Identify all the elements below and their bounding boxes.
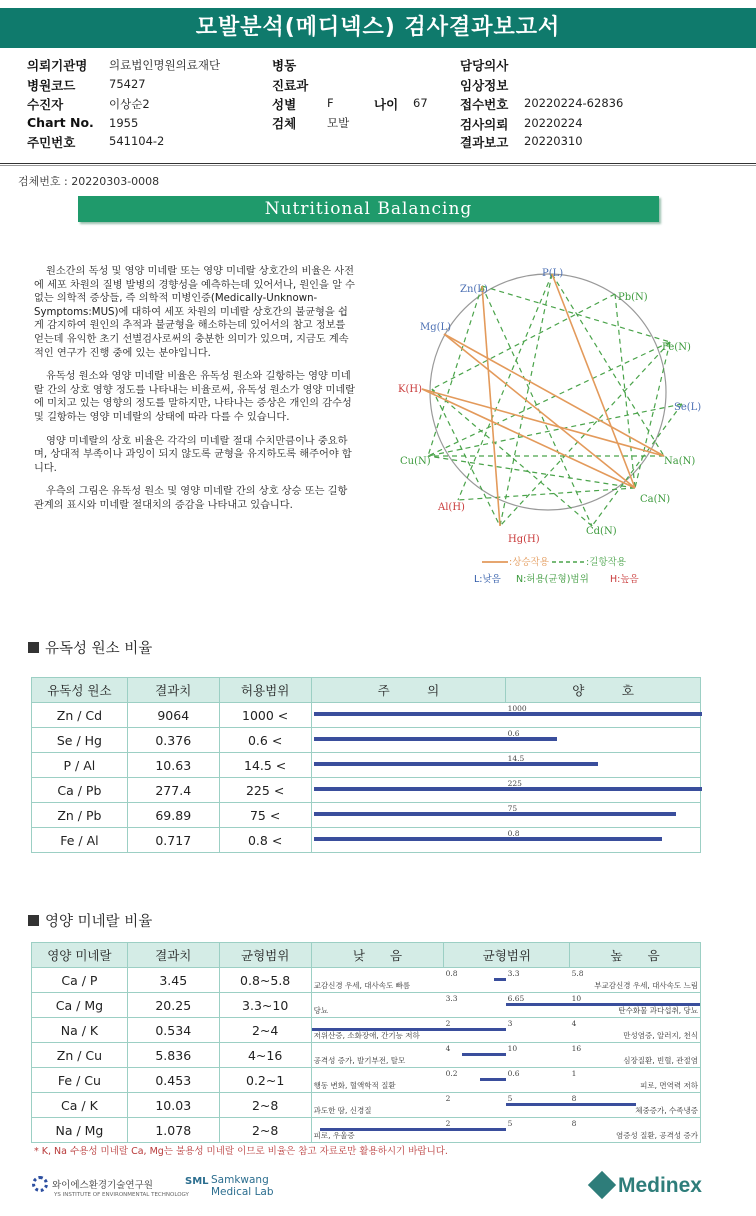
range-mark: 10 [571,994,582,1003]
column-header: 낮 음 [311,943,444,968]
node-label: Zn(L) [460,284,488,295]
ratio-cell: Fe / Al [32,828,128,853]
patient-value: 이상순2 [109,97,150,111]
column-header: 허용범위 [219,678,311,703]
table-row [32,1018,701,1043]
code-label: 병원코드 [27,78,76,93]
table-row [32,1068,701,1093]
description [34,265,356,523]
ratio-cell: P / Al [32,753,128,778]
low-symptom-text: 저위산증, 소화장애, 간기능 저하 [313,1031,420,1040]
institution-label: 의뢰기관명 [27,58,88,73]
sex-value: F [327,96,334,110]
ratio-cell: Se / Hg [32,728,128,753]
antagonism-line [458,274,552,500]
node-label: K(H) [398,384,422,395]
specimen-value: 모발 [327,116,350,130]
bullet-square-icon [28,642,39,653]
balance-bar-cell [311,1093,700,1118]
ratio-cell: Na / K [32,1018,128,1043]
ratio-cell: Zn / Cu [32,1043,128,1068]
table-row [32,968,701,993]
divider [0,165,756,166]
ratio-cell: Zn / Pb [32,803,128,828]
low-symptom-text: 피로, 우울증 [313,1131,355,1140]
threshold-label: 0.6 [507,729,520,738]
legend-normal: N:허용(균형)범위 [516,574,589,585]
result-cell: 0.453 [127,1068,219,1093]
ratio-cell: Ca / Pb [32,778,128,803]
clinical-label: 임상정보 [460,78,509,93]
ratio-cell: Zn / Cd [32,703,128,728]
node-label: Pb(N) [618,292,648,303]
range-mark: 2 [445,1019,451,1028]
result-cell: 69.89 [127,803,219,828]
low-symptom-text: 공격성 증가, 발기부전, 탈모 [313,1056,406,1065]
antagonism-line [432,294,615,389]
column-header: 결과치 [127,943,219,968]
range-cell: 2~8 [219,1093,311,1118]
range-mark: 4 [445,1044,451,1053]
table-row [32,703,701,728]
high-symptom-text: 염증성 질환, 공격성 증가 [616,1131,698,1140]
range-mark: 3 [507,1019,513,1028]
request-label: 검사의뢰 [460,117,509,132]
range-cell: 3.3~10 [219,993,311,1018]
range-cell: 2~8 [219,1118,311,1143]
range-mark: 0.6 [507,1069,520,1078]
range-cell: 75 < [219,803,311,828]
ratio-bar [314,837,662,841]
result-cell: 5.836 [127,1043,219,1068]
nutrient-ratio-table [31,942,701,1143]
synergy-lines [422,274,664,526]
table-row [32,828,701,853]
ratio-bar-cell [311,828,700,853]
table-row [32,803,701,828]
table-row [32,728,701,753]
threshold-label: 14.5 [507,754,525,763]
ys-logo-icon [32,1176,48,1192]
high-symptom-text: 만성염증, 알러지, 천식 [623,1031,698,1040]
table-row [32,1043,701,1068]
description-paragraph: 원소간의 독성 및 영양 미네랄 또는 영양 미네랄 상호간의 비율은 사전에 세포 차원의 질병 발병의 경향성을 예측하는데 있어서나, 원인을 알 수 없는 의학적 증상들, 즉 의학적 미병인증(Medically-Unknown-Symptoms:MUS)에 대하여 세포 차원의 미네랄 상호간의 불균형을 쉽게 감지하여 원인의 추적과 불균형을 해소하는데 있어서의 참고 정보를 얻는데 유익한 초기 선별검사로써의 충분한 의미가 있으며, 지금도 계속적인 연구가 진행 중에 있는 분야입니다. [34,266,356,359]
high-symptom-text: 부교감신경 우세, 대사속도 느림 [594,981,698,990]
range-mark: 0.2 [445,1069,458,1078]
result-cell: 1.078 [127,1118,219,1143]
age-value: 67 [413,96,428,110]
samkwang-logo: SML Samkwang Medical Lab [185,1174,274,1198]
threshold-label: 1000 [507,704,527,713]
node-label: Se(L) [674,402,702,413]
specimen-number: 검체번호 : 20220303-0008 [18,175,160,188]
balance-bar [480,1078,506,1081]
range-mark: 5 [507,1119,513,1128]
column-header: 양 호 [506,678,701,703]
high-symptom-text: 심장질환, 빈혈, 관절염 [623,1056,698,1065]
table-row [32,778,701,803]
patient-label: 수진자 [27,97,64,112]
balance-bar [462,1053,506,1056]
toxic-ratio-table [31,677,701,853]
range-cell: 0.8~5.8 [219,968,311,993]
node-label: Al(H) [438,502,465,513]
balance-bar-cell [311,1043,700,1068]
ratio-cell: Ca / P [32,968,128,993]
description-paragraph: 우측의 그림은 유독성 원소 및 영양 미네랄 간의 상호 상승 또는 길항 관계의 표시와 미네랄 절대치의 증감을 나타내고 있습니다. [34,486,348,511]
specimen-label: 검체 [272,116,297,131]
range-cell: 0.8 < [219,828,311,853]
doctor-label: 담당의사 [460,58,509,73]
low-symptom-text: 교감신경 우세, 대사속도 빠름 [313,981,411,990]
result-cell: 3.45 [127,968,219,993]
column-header: 유독성 원소 [32,678,128,703]
range-cell: 225 < [219,778,311,803]
column-header: 높 음 [570,943,701,968]
sml-logo-icon: SML [185,1176,209,1187]
antagonism-line [428,456,635,488]
ratio-bar-cell [311,703,700,728]
table-row [32,1093,701,1118]
range-cell: 2~4 [219,1018,311,1043]
legend-low: L:낮음 [474,574,501,585]
table-row [32,753,701,778]
description-paragraph: 유독성 원소와 영양 미네랄 비율은 유독성 원소와 길항하는 영양 미네랄 간의 상호 영향 정도를 나타내는 비율로써, 유독성 원소가 영양 미네랄에 미치고 있는 영향의 정도를 말하지만, 나타나는 증상은 개인의 감수성 및 길항하는 영양 미네랄의 상태에 따라 다를 수 있습니다. [34,371,356,423]
node-label: P(L) [542,268,564,279]
result-cell: 0.376 [127,728,219,753]
low-symptom-text: 당뇨 [313,1006,329,1015]
column-header: 주 의 [311,678,506,703]
ratio-cell: Fe / Cu [32,1068,128,1093]
ratio-cell: Na / Mg [32,1118,128,1143]
table-header-row [32,678,701,703]
ys-institute-logo: 와이에스환경기술연구원 YS INSTITUTE OF ENVIRONMENTAL TECHNOLOGY [32,1176,189,1198]
balance-bar-cell [311,968,700,993]
column-header: 결과치 [127,678,219,703]
table-row [32,993,701,1018]
range-mark: 0.8 [445,969,458,978]
range-cell: 4~16 [219,1043,311,1068]
range-mark: 6.65 [507,994,525,1003]
ward-label: 병동 [272,58,297,73]
range-mark: 3.3 [507,969,520,978]
column-header: 영양 미네랄 [32,943,128,968]
synergy-legend-text: :상승작용 [509,557,549,568]
node-label: Fe(N) [662,342,691,353]
range-mark: 10 [507,1044,518,1053]
medinex-logo: Medinex [592,1174,702,1198]
range-mark: 4 [571,1019,577,1028]
balance-bar [494,978,506,981]
node-label: Cd(N) [586,526,617,537]
dept-label: 진료과 [272,78,309,93]
sex-label: 성별 [272,97,297,112]
high-symptom-text: 탄수화물 과다섭취, 당뇨 [618,1006,698,1015]
id-label: 주민번호 [27,135,76,150]
balance-bar-cell [311,1118,700,1143]
balance-bar-cell [311,993,700,1018]
toxic-section-title-text: 유독성 원소 비율 [45,641,153,657]
ratio-cell: Ca / Mg [32,993,128,1018]
ratio-bar [314,737,557,741]
antagonism-lines [428,274,682,526]
threshold-label: 0.8 [507,829,520,838]
range-mark: 5.8 [571,969,584,978]
diagram-legend [474,556,639,585]
balance-bar [506,1103,636,1106]
antagonism-legend-text: :길항작용 [586,557,626,568]
balance-bar-cell [311,1018,700,1043]
range-cell: 0.6 < [219,728,311,753]
low-symptom-text: 행동 변화, 혈액학적 질환 [313,1081,396,1090]
range-cell: 1000 < [219,703,311,728]
result-cell: 0.717 [127,828,219,853]
code-value: 75427 [109,77,146,91]
column-header: 균형범위 [219,943,311,968]
result-cell: 10.63 [127,753,219,778]
report-title: 모발분석(메디넥스) 검사결과보고서 [0,8,756,48]
divider [0,163,756,164]
toxic-section-title [28,637,152,658]
result-cell: 277.4 [127,778,219,803]
column-header: 균형범위 [444,943,570,968]
range-cell: 14.5 < [219,753,311,778]
synergy-line [444,334,664,456]
footnote: * K, Na 수용성 미네랄 Ca, Mg는 불용성 미네랄 이므로 비율은 참고 자료로만 활용하시기 바랍니다. [34,1146,448,1157]
result-cell: 0.534 [127,1018,219,1043]
ratio-bar [314,812,676,816]
range-mark: 3.3 [445,994,458,1003]
receipt-label: 접수번호 [460,97,509,112]
range-mark: 8 [571,1119,577,1128]
ratio-bar-cell [311,778,700,803]
result-cell: 10.03 [127,1093,219,1118]
nutrient-section-title-text: 영양 미네랄 비율 [45,914,153,930]
threshold-label: 225 [507,779,522,788]
chart-value: 1955 [109,116,139,130]
id-value: 541104-2 [109,134,165,148]
high-symptom-text: 체중증가, 수족냉증 [635,1106,698,1115]
institution-value: 의료법인명원의료재단 [109,58,221,72]
range-mark: 16 [571,1044,582,1053]
footer [0,1172,756,1202]
patient-info [0,52,756,152]
node-label: Na(N) [664,456,696,467]
node-label: Ca(N) [640,494,671,505]
ratio-bar [314,762,598,766]
node-label: Cu(N) [400,456,431,467]
table-header-row [32,943,701,968]
antagonism-line [428,404,682,456]
range-mark: 8 [571,1094,577,1103]
report-value: 20220310 [524,134,583,148]
ratio-cell: Ca / K [32,1093,128,1118]
node-label: Mg(L) [420,322,452,333]
high-symptom-text: 피로, 면역력 저하 [640,1081,698,1090]
table-row [32,1118,701,1143]
range-mark: 1 [571,1069,577,1078]
request-value: 20220224 [524,116,583,130]
description-paragraph: 영양 미네랄의 상호 비율은 각각의 미네랄 절대 수치만큼이나 중요하며, 상대적 부족이나 과잉이 되지 않도록 균형을 유지하도록 해주어야 합니다. [34,435,352,474]
bullet-square-icon [28,915,39,926]
ratio-bar-cell [311,803,700,828]
mineral-interaction-diagram [392,256,712,591]
chart-label: Chart No. [27,115,94,130]
low-symptom-text: 과도한 땀, 신경질 [313,1106,372,1115]
threshold-label: 75 [507,804,518,813]
receipt-value: 20220224-62836 [524,96,624,110]
legend-high: H:높음 [610,574,639,585]
range-mark: 2 [445,1119,451,1128]
balance-bar-cell [311,1068,700,1093]
range-mark: 5 [507,1094,513,1103]
nutrient-section-title [28,910,152,931]
ratio-bar-cell [311,753,700,778]
range-mark: 2 [445,1094,451,1103]
result-cell: 9064 [127,703,219,728]
range-cell: 0.2~1 [219,1068,311,1093]
medinex-logo-icon [588,1171,616,1199]
ratio-bar-cell [311,728,700,753]
report-label: 결과보고 [460,135,509,150]
age-label: 나이 [374,97,399,112]
nutritional-balancing-banner: Nutritional Balancing [78,196,659,222]
node-label: Hg(H) [508,534,540,545]
antagonism-line [482,286,592,526]
result-cell: 20.25 [127,993,219,1018]
